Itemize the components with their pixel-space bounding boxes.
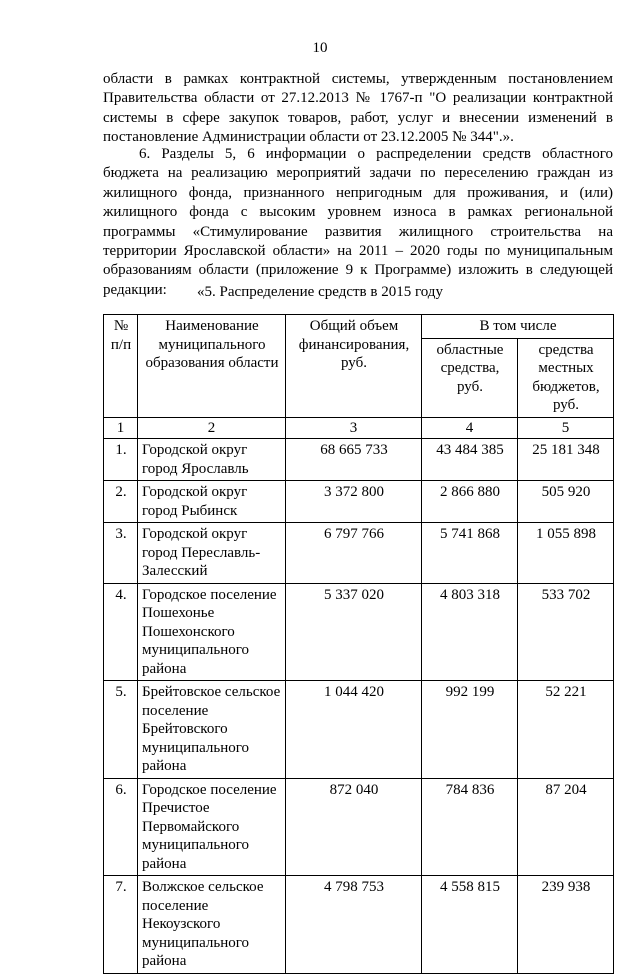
municipality-name: Городское поселение Пошехонье Пошехонского муниципального района bbox=[138, 583, 286, 681]
total-amount: 4 798 753 bbox=[286, 876, 422, 974]
header-total: Общий объем финансирования, руб. bbox=[286, 315, 422, 418]
total-amount: 5 337 020 bbox=[286, 583, 422, 681]
row-number: 1. bbox=[104, 439, 138, 481]
row-number: 2. bbox=[104, 481, 138, 523]
table-row bbox=[104, 439, 614, 481]
local-amount: 1 055 898 bbox=[518, 523, 614, 584]
page-number: 10 bbox=[312, 40, 328, 56]
header-local: средства местных бюджетов, руб. bbox=[518, 338, 614, 417]
municipality-name: Городской округ город Переславль-Залесский bbox=[138, 523, 286, 584]
table-row bbox=[104, 778, 614, 876]
regional-amount: 4 803 318 bbox=[422, 583, 518, 681]
local-amount: 25 181 348 bbox=[518, 439, 614, 481]
municipality-name: Волжское сельское поселение Некоузского муниципального района bbox=[138, 876, 286, 974]
municipality-name: Городской округ город Рыбинск bbox=[138, 481, 286, 523]
distribution-table bbox=[103, 314, 614, 974]
regional-amount: 4 558 815 bbox=[422, 876, 518, 974]
row-number: 4. bbox=[104, 583, 138, 681]
total-amount: 3 372 800 bbox=[286, 481, 422, 523]
row-number: 5. bbox=[104, 681, 138, 779]
column-number: 1 bbox=[104, 417, 138, 439]
regional-amount: 5 741 868 bbox=[422, 523, 518, 584]
paragraph-2: 6. Разделы 5, 6 информации о распределении средств областного бюджета на реализацию мероприятий задачи по переселению граждан из жилищного фонда, признанного непригодным для проживания, и (или) жилищного фонда с высоким уровнем износа в рамках региональной программы «Стимулирование развития жилищного строительства на территории Ярославской области» на 2011 – 2020 годы по муниципальным образованиям области (приложение 9 к Программе) изложить в следующей редакции: bbox=[103, 146, 613, 298]
municipality-name: Городской округ город Ярославль bbox=[138, 439, 286, 481]
regional-amount: 992 199 bbox=[422, 681, 518, 779]
regional-amount: 784 836 bbox=[422, 778, 518, 876]
row-number: 6. bbox=[104, 778, 138, 876]
table-row bbox=[104, 583, 614, 681]
local-amount: 505 920 bbox=[518, 481, 614, 523]
column-number: 4 bbox=[422, 417, 518, 439]
column-number: 3 bbox=[286, 417, 422, 439]
regional-amount: 43 484 385 bbox=[422, 439, 518, 481]
header-regional: областные средства, руб. bbox=[422, 338, 518, 417]
header-including: В том числе bbox=[422, 315, 614, 339]
total-amount: 872 040 bbox=[286, 778, 422, 876]
municipality-name: Городское поселение Пречистое Первомайского муниципального района bbox=[138, 778, 286, 876]
total-amount: 1 044 420 bbox=[286, 681, 422, 779]
row-number: 3. bbox=[104, 523, 138, 584]
table-row bbox=[104, 523, 614, 584]
column-number: 5 bbox=[518, 417, 614, 439]
column-number: 2 bbox=[138, 417, 286, 439]
table-caption: «5. Распределение средств в 2015 году bbox=[197, 284, 443, 300]
regional-amount: 2 866 880 bbox=[422, 481, 518, 523]
header-name: Наименование муниципального образования области bbox=[138, 315, 286, 418]
local-amount: 52 221 bbox=[518, 681, 614, 779]
column-number-row bbox=[104, 417, 614, 439]
table-row bbox=[104, 481, 614, 523]
total-amount: 68 665 733 bbox=[286, 439, 422, 481]
local-amount: 87 204 bbox=[518, 778, 614, 876]
row-number: 7. bbox=[104, 876, 138, 974]
table-row bbox=[104, 876, 614, 974]
local-amount: 239 938 bbox=[518, 876, 614, 974]
local-amount: 533 702 bbox=[518, 583, 614, 681]
table-row bbox=[104, 681, 614, 779]
paragraph-1: области в рамках контрактной системы, утвержденным постановлением Правительства области от 27.12.2013 № 1767-п "О реализации контрактной системы в сфере закупок товаров, работ, услуг и внесении изменений в постановление Администрации области от 23.12.2005 № 344".». bbox=[103, 71, 613, 146]
header-num: № п/п bbox=[104, 315, 138, 418]
total-amount: 6 797 766 bbox=[286, 523, 422, 584]
municipality-name: Брейтовское сельское поселение Брейтовского муниципального района bbox=[138, 681, 286, 779]
